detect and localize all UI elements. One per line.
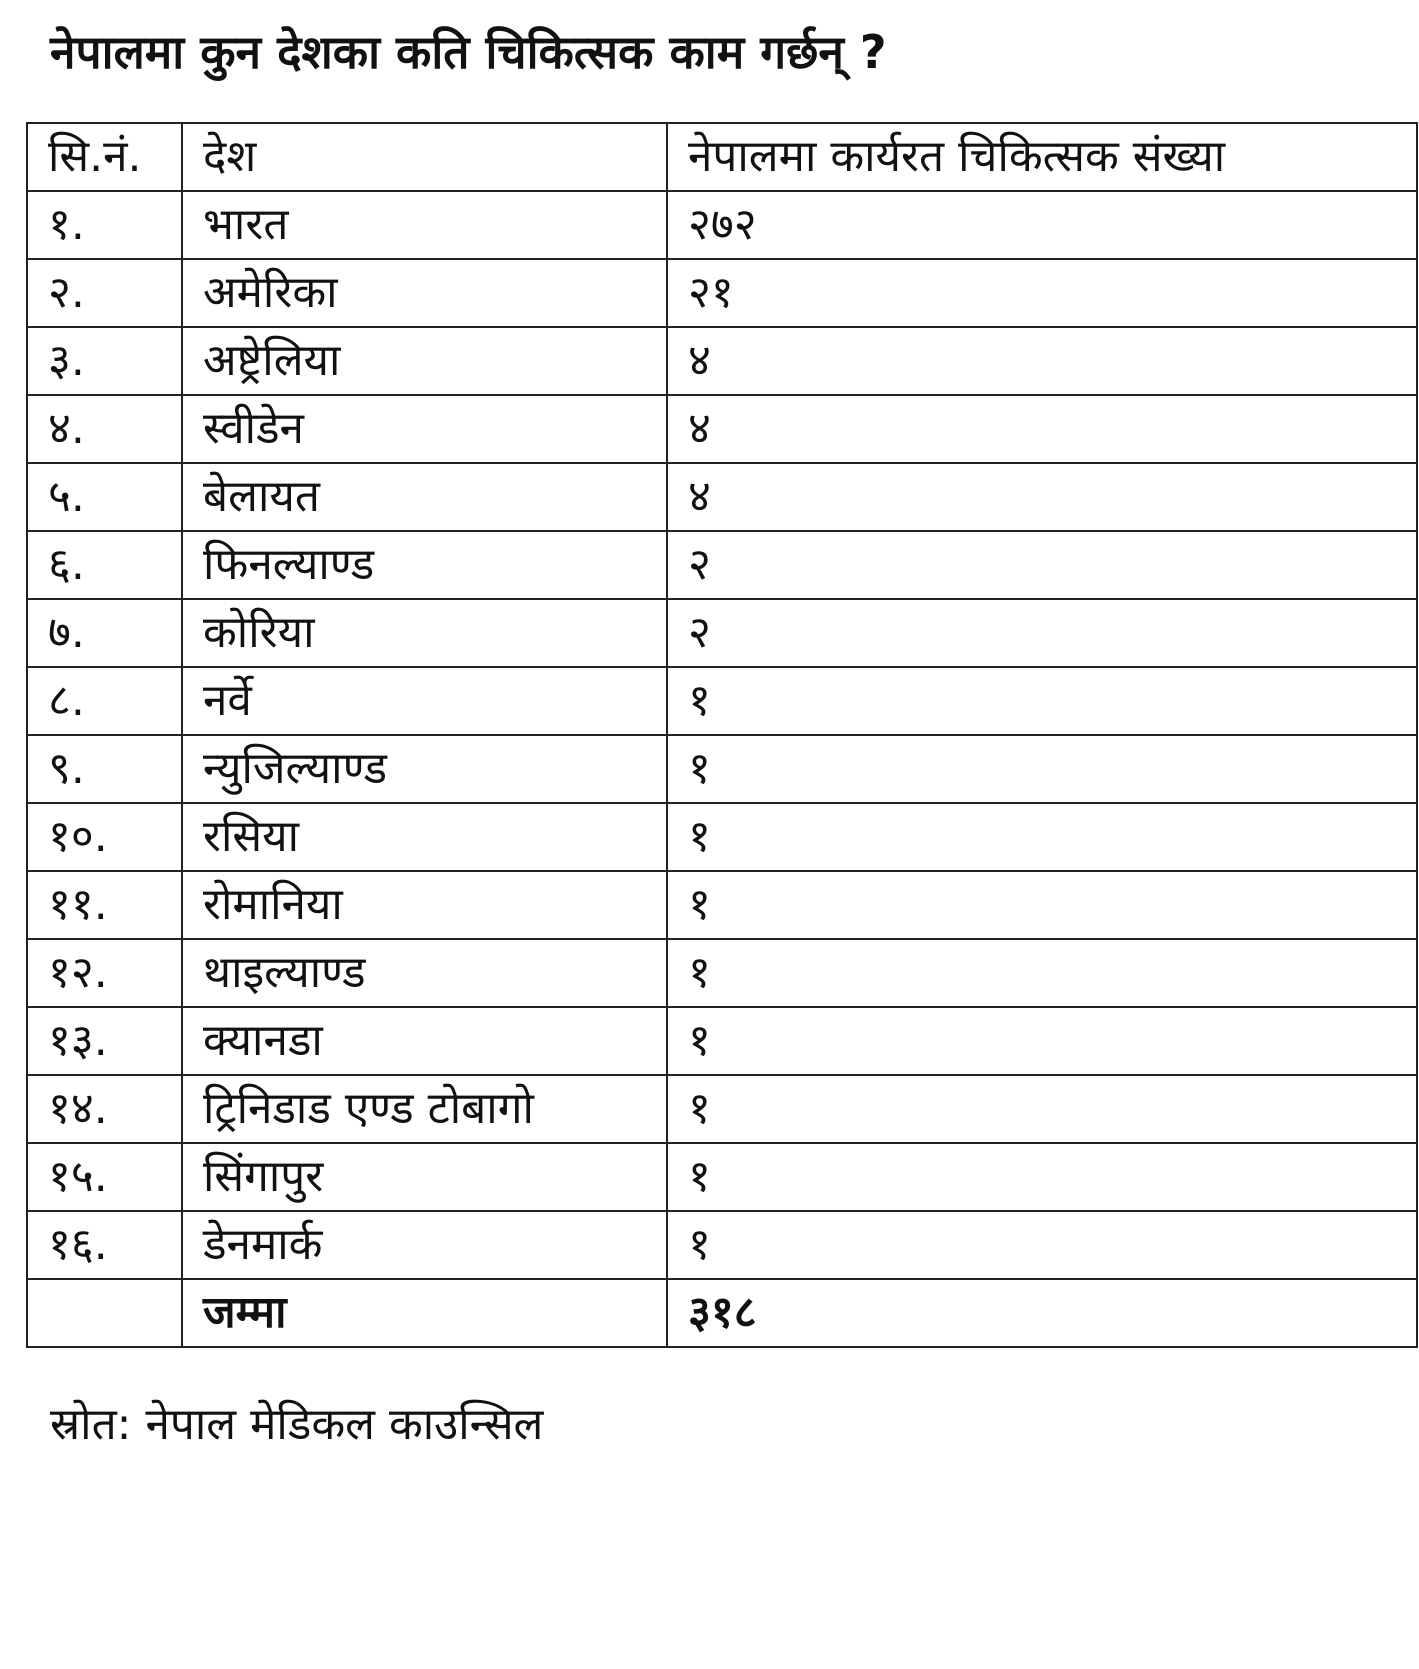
table-row bbox=[27, 327, 1417, 395]
row-country: अमेरिका bbox=[182, 259, 667, 327]
row-doctor-count: १ bbox=[667, 1007, 1417, 1075]
table-row bbox=[27, 803, 1417, 871]
row-country: कोरिया bbox=[182, 599, 667, 667]
total-label: जम्मा bbox=[182, 1279, 667, 1347]
table-row bbox=[27, 1143, 1417, 1211]
table-row bbox=[27, 667, 1417, 735]
row-serial-number: ५. bbox=[27, 463, 182, 531]
row-country: सिंगापुर bbox=[182, 1143, 667, 1211]
table-row bbox=[27, 531, 1417, 599]
table-row bbox=[27, 871, 1417, 939]
table-row bbox=[27, 463, 1417, 531]
row-doctor-count: १ bbox=[667, 667, 1417, 735]
row-doctor-count: ४ bbox=[667, 395, 1417, 463]
row-serial-number: १६. bbox=[27, 1211, 182, 1279]
header-doctor-count: नेपालमा कार्यरत चिकित्सक संख्या bbox=[667, 123, 1417, 191]
row-doctor-count: ४ bbox=[667, 327, 1417, 395]
table-row bbox=[27, 395, 1417, 463]
row-country: फिनल्याण्ड bbox=[182, 531, 667, 599]
row-country: न्युजिल्याण्ड bbox=[182, 735, 667, 803]
total-row bbox=[27, 1279, 1417, 1347]
row-doctor-count: २७२ bbox=[667, 191, 1417, 259]
row-serial-number: ११. bbox=[27, 871, 182, 939]
total-value: ३१८ bbox=[667, 1279, 1417, 1347]
row-doctor-count: १ bbox=[667, 1143, 1417, 1211]
table-row bbox=[27, 735, 1417, 803]
row-serial-number: १५. bbox=[27, 1143, 182, 1211]
header-serial-number: सि.नं. bbox=[27, 123, 182, 191]
row-serial-number: ४. bbox=[27, 395, 182, 463]
table-header-row bbox=[27, 123, 1417, 191]
row-country: अष्ट्रेलिया bbox=[182, 327, 667, 395]
table-body bbox=[27, 191, 1417, 1279]
source-note: स्रोत: नेपाल मेडिकल काउन्सिल bbox=[50, 1399, 544, 1450]
row-serial-number: ८. bbox=[27, 667, 182, 735]
row-doctor-count: १ bbox=[667, 735, 1417, 803]
row-country: नर्वे bbox=[182, 667, 667, 735]
row-doctor-count: १ bbox=[667, 803, 1417, 871]
row-country: भारत bbox=[182, 191, 667, 259]
row-serial-number: ९. bbox=[27, 735, 182, 803]
row-serial-number: १४. bbox=[27, 1075, 182, 1143]
row-country: स्वीडेन bbox=[182, 395, 667, 463]
row-serial-number: १३. bbox=[27, 1007, 182, 1075]
row-country: रसिया bbox=[182, 803, 667, 871]
total-serial-cell bbox=[27, 1279, 182, 1347]
row-country: क्यानडा bbox=[182, 1007, 667, 1075]
row-doctor-count: २१ bbox=[667, 259, 1417, 327]
table-row bbox=[27, 259, 1417, 327]
table-row bbox=[27, 1211, 1417, 1279]
header-country: देश bbox=[182, 123, 667, 191]
doctors-table bbox=[26, 122, 1418, 1348]
row-country: डेनमार्क bbox=[182, 1211, 667, 1279]
table-row bbox=[27, 1075, 1417, 1143]
row-country: रोमानिया bbox=[182, 871, 667, 939]
row-serial-number: १२. bbox=[27, 939, 182, 1007]
row-serial-number: ३. bbox=[27, 327, 182, 395]
page-title: नेपालमा कुन देशका कति चिकित्सक काम गर्छन् ? bbox=[50, 25, 887, 79]
row-serial-number: १०. bbox=[27, 803, 182, 871]
row-serial-number: ७. bbox=[27, 599, 182, 667]
row-country: ट्रिनिडाड एण्ड टोबागो bbox=[182, 1075, 667, 1143]
table-row bbox=[27, 939, 1417, 1007]
row-doctor-count: १ bbox=[667, 1211, 1417, 1279]
row-serial-number: १. bbox=[27, 191, 182, 259]
row-serial-number: २. bbox=[27, 259, 182, 327]
table-row bbox=[27, 191, 1417, 259]
row-doctor-count: १ bbox=[667, 1075, 1417, 1143]
row-doctor-count: २ bbox=[667, 531, 1417, 599]
table-row bbox=[27, 599, 1417, 667]
row-serial-number: ६. bbox=[27, 531, 182, 599]
row-doctor-count: १ bbox=[667, 871, 1417, 939]
row-doctor-count: २ bbox=[667, 599, 1417, 667]
table-row bbox=[27, 1007, 1417, 1075]
row-country: बेलायत bbox=[182, 463, 667, 531]
row-country: थाइल्याण्ड bbox=[182, 939, 667, 1007]
row-doctor-count: १ bbox=[667, 939, 1417, 1007]
row-doctor-count: ४ bbox=[667, 463, 1417, 531]
